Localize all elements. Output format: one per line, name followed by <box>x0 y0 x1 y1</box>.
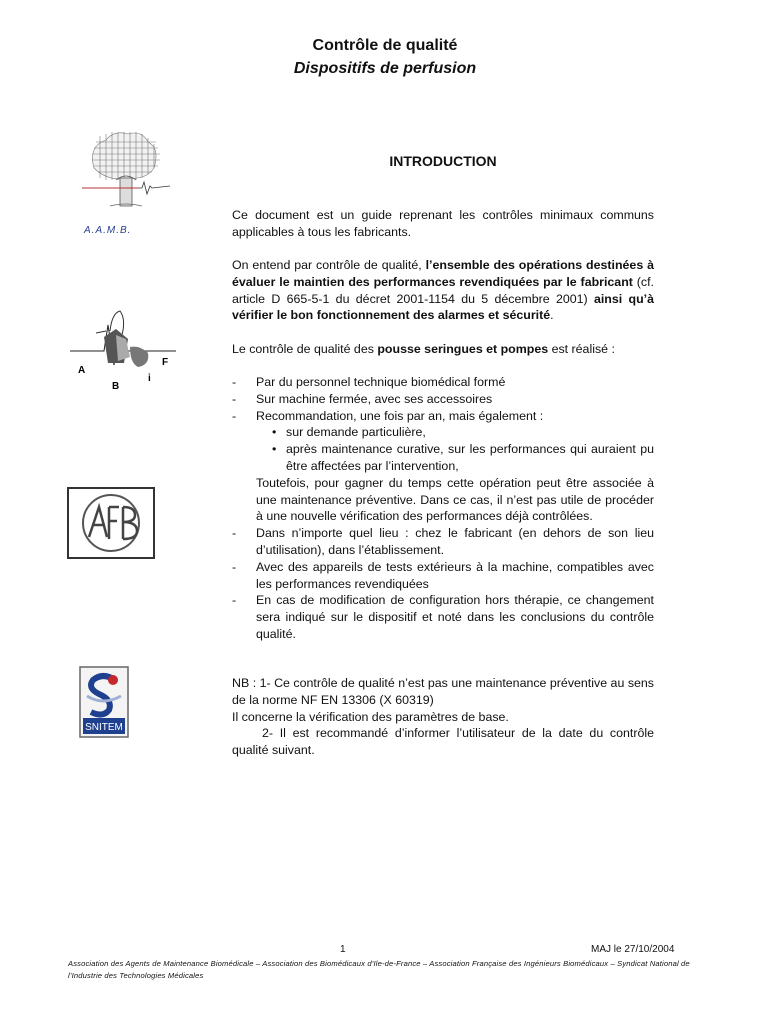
list-item-text: Sur machine fermée, avec ses accessoires <box>256 391 493 406</box>
list-dash: - <box>232 375 237 389</box>
paragraph-intro: Ce document est un guide reprenant les contrôles minimaux communs applicables à tous les fabricants. <box>232 208 654 239</box>
scope-end: est réalisé : <box>548 342 615 356</box>
list-dash: - <box>232 391 237 406</box>
definition-bold-2: ainsi qu’à vérifier le bon fonctionnement des alarmes et sécurité <box>232 291 654 323</box>
list-item <box>232 592 654 642</box>
abif-letter-i: i <box>148 373 151 384</box>
document-subtitle: Dispositifs de perfusion <box>293 60 477 77</box>
paragraph-scope <box>232 341 654 358</box>
list-item-text: Recommandation, une fois par an, mais également : <box>256 408 544 423</box>
definition-lead: On entend par contrôle de qualité, <box>232 258 426 272</box>
scope-lead: Le contrôle de qualité des <box>232 342 378 356</box>
list-item <box>232 559 654 593</box>
document-title: Contrôle de qualité <box>312 37 458 54</box>
sub-list-item <box>232 424 654 441</box>
abif-letter-a: A <box>78 365 86 376</box>
scope-bold: pousse seringues et pompes <box>377 342 549 356</box>
definition-end: . <box>550 308 554 323</box>
list-item <box>232 391 654 408</box>
nb-block <box>232 675 654 759</box>
abif-letter-f: F <box>162 357 169 368</box>
definition-reference: (cf. article D 665-5-1 du décret 2001-1154 du 5 décembre 2001) <box>232 274 654 306</box>
snitem-logo <box>79 666 129 738</box>
sub-item-text: sur demande particulière, <box>286 425 426 440</box>
nb-line-2: Il concerne la vérification des paramètres de base. <box>232 709 509 724</box>
abif-logo <box>68 305 178 397</box>
list-item <box>232 408 654 425</box>
nb-line-3: 2- Il est recommandé d’informer l’utilisateur de la date du contrôle qualité suivant. <box>232 726 654 758</box>
list-item-text: Avec des appareils de tests extérieurs à la machine, compatibles avec les performances revendiquées <box>256 559 654 591</box>
list-item-text: En cas de modification de configuration hors thérapie, ce changement sera indiqué sur le dispositif et noté dans les conclusions du contrôle qualité. <box>256 593 654 641</box>
afib-logo <box>67 487 155 559</box>
abif-letter-b: B <box>112 381 120 392</box>
list-item <box>232 374 654 391</box>
bullet-icon: • <box>272 425 277 440</box>
aamb-label: A.A.M.B. <box>84 225 132 236</box>
page-number: 1 <box>340 944 346 955</box>
update-date: MAJ le 27/10/2004 <box>591 944 675 955</box>
sub-list-item <box>232 441 654 475</box>
definition-bold-1: l’ensemble des opérations destinées à évaluer le maintien des performances revendiquées par le fabricant <box>232 258 655 289</box>
list-dash: - <box>232 408 237 423</box>
sub-item-text: après maintenance curative, sur les performances qui auraient pu être affectées par l’intervention, <box>286 442 654 473</box>
list-item-text: Dans n’importe quel lieu : chez le fabricant (en dehors de son lieu d’utilisation), dans l’établissement. <box>256 526 654 557</box>
aamb-logo <box>80 128 172 214</box>
list-dash: - <box>232 526 237 541</box>
section-heading: INTRODUCTION <box>389 153 497 169</box>
footer-associations: Association des Agents de Maintenance Biomédicale – Association des Biomédicaux d’Ile-de-France – Association Française des Ingénieurs Biomédicaux – Syndicat National de l’Industrie des Technologies Médicales <box>68 959 690 980</box>
list-dash: - <box>232 593 237 608</box>
list-item-text: Par du personnel technique biomédical formé <box>256 375 506 389</box>
bullet-icon: • <box>272 442 277 457</box>
list-item <box>232 525 654 559</box>
list-item-continuation: Toutefois, pour gagner du temps cette opération peut être associée à une maintenance préventive. Dans ce cas, il n’est pas utile de procéder à une nouvelle vérification des performances déjà contrôlées. <box>256 475 654 524</box>
paragraph-definition <box>232 257 654 324</box>
snitem-wordmark: SNITEM <box>85 722 123 733</box>
list-dash: - <box>232 559 237 574</box>
requirements-list <box>232 374 654 643</box>
nb-line-1: NB : 1- Ce contrôle de qualité n’est pas une maintenance préventive au sens de la norme NF EN 13306 (X 60319) <box>232 676 654 707</box>
